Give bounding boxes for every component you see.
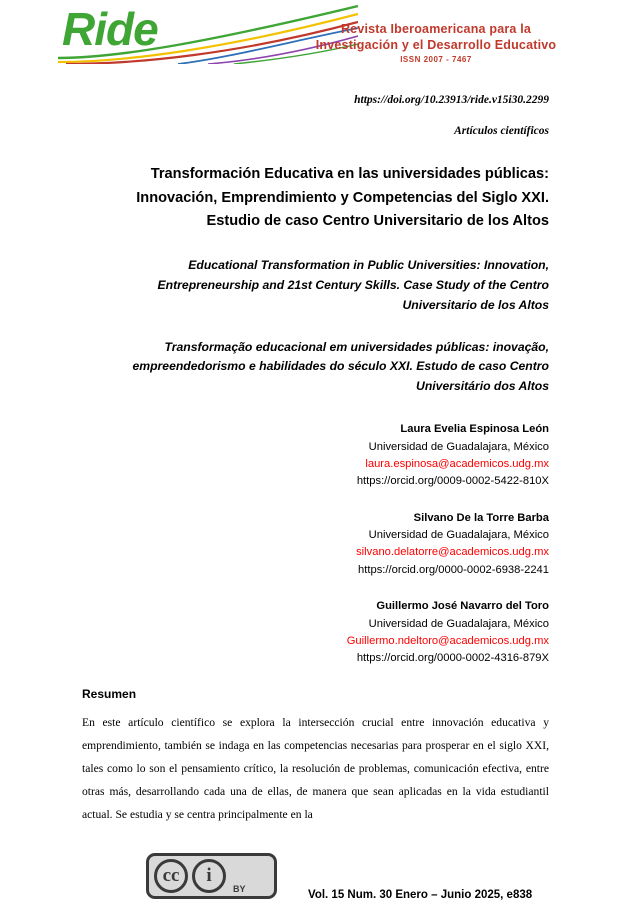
article-title-spanish <box>82 163 549 234</box>
author-entry <box>82 510 549 579</box>
author-affiliation: Universidad de Guadalajara, México <box>368 440 549 453</box>
journal-issn: ISSN 2007 - 7467 <box>400 55 472 64</box>
author-orcid-link[interactable]: https://orcid.org/0000-0002-6938-2241 <box>358 563 549 576</box>
author-entry <box>82 598 549 667</box>
volume-issue-info: Vol. 15 Num. 30 Enero – Junio 2025, e838 <box>308 889 533 901</box>
journal-title-line-2: Investigación y el Desarrollo Educativo <box>315 37 557 52</box>
author-entry <box>82 421 549 490</box>
title-es-line-3: Estudio de caso Centro Universitario de los Altos <box>206 213 549 230</box>
journal-title <box>286 22 586 53</box>
title-pt-line-2: empreendedorismo e habilidades do século XXI. Estudo de caso Centro <box>132 359 549 374</box>
creative-commons-license-badge[interactable] <box>146 853 277 899</box>
ride-logo: Ride <box>62 3 158 55</box>
abstract-text: En este artículo científico se explora la intersección crucial entre innovación educativa y emprendimiento, también se indaga en las competencias necesarias para prosperar en el siglo XXI, tales como lo son el pensamiento crítico, la resolución de problemas, comunicación efectiva, entre otras más, desarrollando cada una de ellas, de manera que sean aplicadas en la vida estudiantil actual. Se estudia y se centra principalmente en la <box>82 715 549 822</box>
article-title-portuguese <box>82 338 549 398</box>
page-footer <box>0 845 631 911</box>
article-page <box>0 78 631 827</box>
title-en-line-1: Educational Transformation in Public Universities: Innovation, <box>188 257 549 272</box>
author-list <box>82 421 549 667</box>
cc-by-label: BY <box>233 884 246 894</box>
author-email-link[interactable]: Guillermo.ndeltoro@academicos.udg.mx <box>346 634 549 647</box>
title-es-line-2: Innovación, Emprendimiento y Competencias del Siglo XXI. <box>136 189 549 206</box>
abstract-heading: Resumen <box>82 686 137 701</box>
title-en-line-3: Universitario de los Altos <box>402 297 549 312</box>
title-en-line-2: Entrepreneurship and 21st Century Skills. Case Study of the Centro <box>157 277 549 292</box>
author-name: Guillermo José Navarro del Toro <box>376 600 549 613</box>
cc-by-icon: i <box>192 859 226 893</box>
section-kicker: Artículos científicos <box>454 125 549 137</box>
masthead <box>0 0 631 78</box>
author-name: Laura Evelia Espinosa León <box>400 423 549 436</box>
title-pt-line-3: Universitário dos Altos <box>416 379 549 394</box>
author-email-link[interactable]: silvano.delatorre@academicos.udg.mx <box>356 546 549 559</box>
title-es-line-1: Transformación Educativa en las universidades públicas: <box>150 166 549 182</box>
journal-title-line-1: Revista Iberoamericana para la <box>340 22 532 36</box>
cc-icon: cc <box>154 859 188 893</box>
doi-link[interactable]: https://doi.org/10.23913/ride.v15i30.2299 <box>354 94 549 106</box>
article-title-english <box>82 256 549 316</box>
author-email-link[interactable]: laura.espinosa@academicos.udg.mx <box>365 457 549 470</box>
author-orcid-link[interactable]: https://orcid.org/0000-0002-4316-879X <box>356 652 549 665</box>
author-affiliation: Universidad de Guadalajara, México <box>368 529 549 542</box>
author-affiliation: Universidad de Guadalajara, México <box>368 617 549 630</box>
title-pt-line-1: Transformação educacional em universidades públicas: inovação, <box>164 339 549 354</box>
author-name: Silvano De la Torre Barba <box>413 511 549 524</box>
author-orcid-link[interactable]: https://orcid.org/0009-0002-5422-810X <box>356 475 549 488</box>
